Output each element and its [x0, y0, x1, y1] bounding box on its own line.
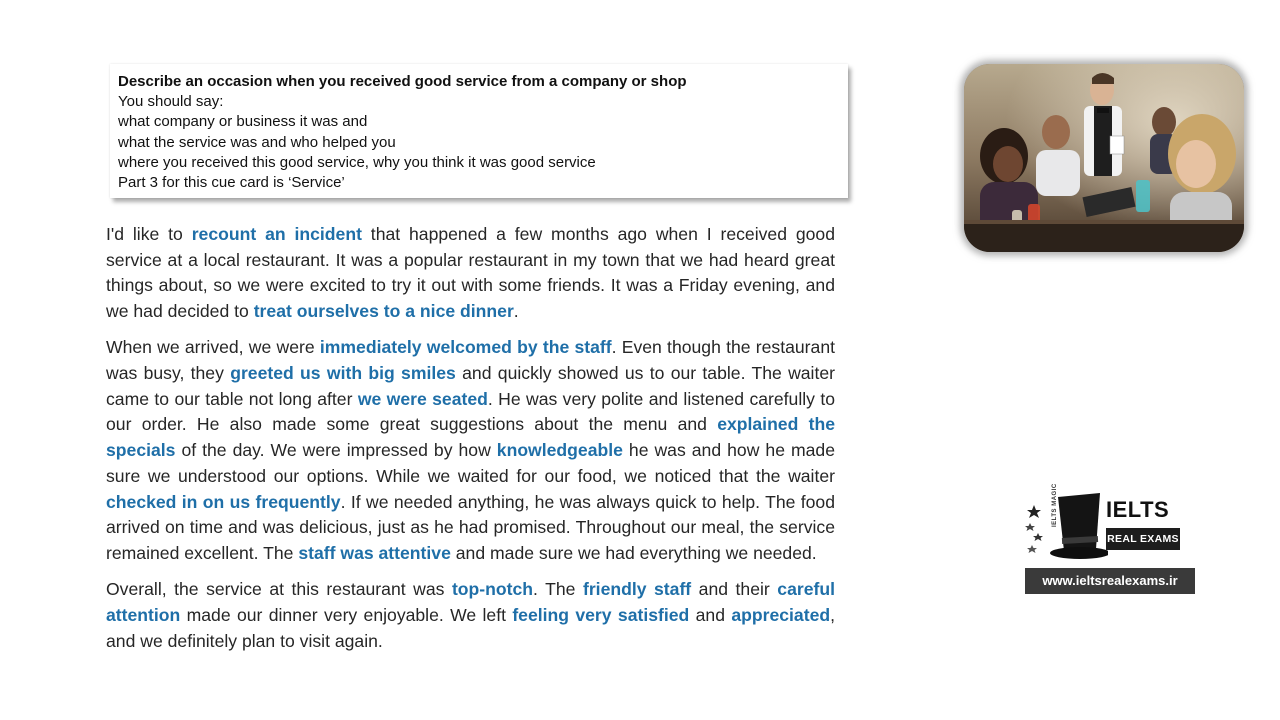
ielts-magic-logo: [1024, 483, 1194, 563]
highlight-phrase: treat ourselves to a nice dinner: [253, 301, 514, 322]
top-hat-icon: [1024, 491, 1108, 563]
cue-card-line: what company or business it was and: [118, 113, 368, 131]
highlight-phrase: friendly staff: [582, 579, 692, 600]
highlight-phrase: immediately welcomed by the staff: [319, 337, 612, 358]
cue-card-title: Describe an occasion when you received good service from a company or shop: [118, 73, 687, 90]
essay-text: . He was very polite and listened carefully to our order. He also made some great suggestions about the menu and: [106, 388, 835, 435]
cue-card-line: Part 3 for this cue card is ‘Service’: [118, 174, 345, 192]
essay-text: Overall, the service at this restaurant was: [106, 579, 452, 600]
highlight-phrase: we were seated: [357, 388, 488, 409]
logo-vertical-text: IELTS MAGIC: [1052, 483, 1058, 527]
highlight-phrase: careful attention: [106, 579, 835, 625]
essay-text: , and we definitely plan to visit again.: [106, 604, 835, 651]
cue-card-line: what the service was and who helped you: [118, 133, 396, 151]
restaurant-scene-illustration: [964, 64, 1244, 252]
essay-paragraph-1: [106, 222, 835, 325]
essay-text: he was and how he made sure we understood our options. While we waited for our food, we noticed that the waiter: [106, 440, 835, 486]
essay-text: and quickly showed us to our table. The waiter came to our table not long after: [106, 363, 835, 409]
essay-text: of the day. We were impressed by how: [175, 440, 497, 461]
essay-text: . The: [533, 579, 583, 600]
logo-badge: REAL EXAMS: [1106, 528, 1180, 550]
essay-text: made our dinner very enjoyable. We left: [180, 604, 513, 625]
restaurant-photo: [964, 64, 1244, 252]
essay-text: and made sure we had everything we needed.: [450, 542, 817, 563]
essay-text: that happened a few months ago when I received good service at a local restaurant. It was a popular restaurant in my town that we had heard great things about, so we were excited to try it out with some friends. It was a Friday evening, and we had decided to: [106, 224, 835, 322]
essay-paragraph-2: [106, 335, 835, 566]
highlight-phrase: knowledgeable: [496, 440, 623, 461]
essay-body: [106, 222, 835, 665]
highlight-phrase: checked in on us frequently: [106, 491, 341, 512]
essay-paragraph-3: [106, 577, 835, 654]
logo-wordmark: IELTS: [1106, 497, 1170, 522]
highlight-phrase: feeling very satisfied: [512, 604, 690, 625]
essay-text: and: [689, 604, 732, 625]
essay-text: .: [513, 301, 519, 322]
highlight-phrase: top-notch: [451, 579, 534, 600]
cue-card-line: where you received this good service, why you think it was good service: [118, 153, 596, 171]
highlight-phrase: appreciated: [731, 604, 831, 625]
highlight-phrase: greeted us with big smiles: [230, 363, 456, 384]
highlight-phrase: staff was attentive: [298, 542, 451, 563]
essay-text: . Even though the restaurant was busy, they: [106, 337, 835, 384]
website-url: www.ieltsrealexams.ir: [1025, 568, 1195, 594]
essay-text: When we arrived, we were: [106, 337, 320, 358]
highlight-phrase: recount an incident: [191, 224, 362, 244]
essay-text: and their: [691, 579, 778, 600]
cue-card: [110, 64, 848, 198]
essay-text: I'd like to: [106, 224, 192, 244]
cue-card-intro: You should say:: [118, 93, 224, 111]
highlight-phrase: explained the specials: [106, 414, 835, 461]
essay-text: . If we needed anything, he was always quick to help. The food arrived on time and was delicious, just as he had promised. Throughout our meal, the service remained excellent. The: [106, 491, 835, 563]
